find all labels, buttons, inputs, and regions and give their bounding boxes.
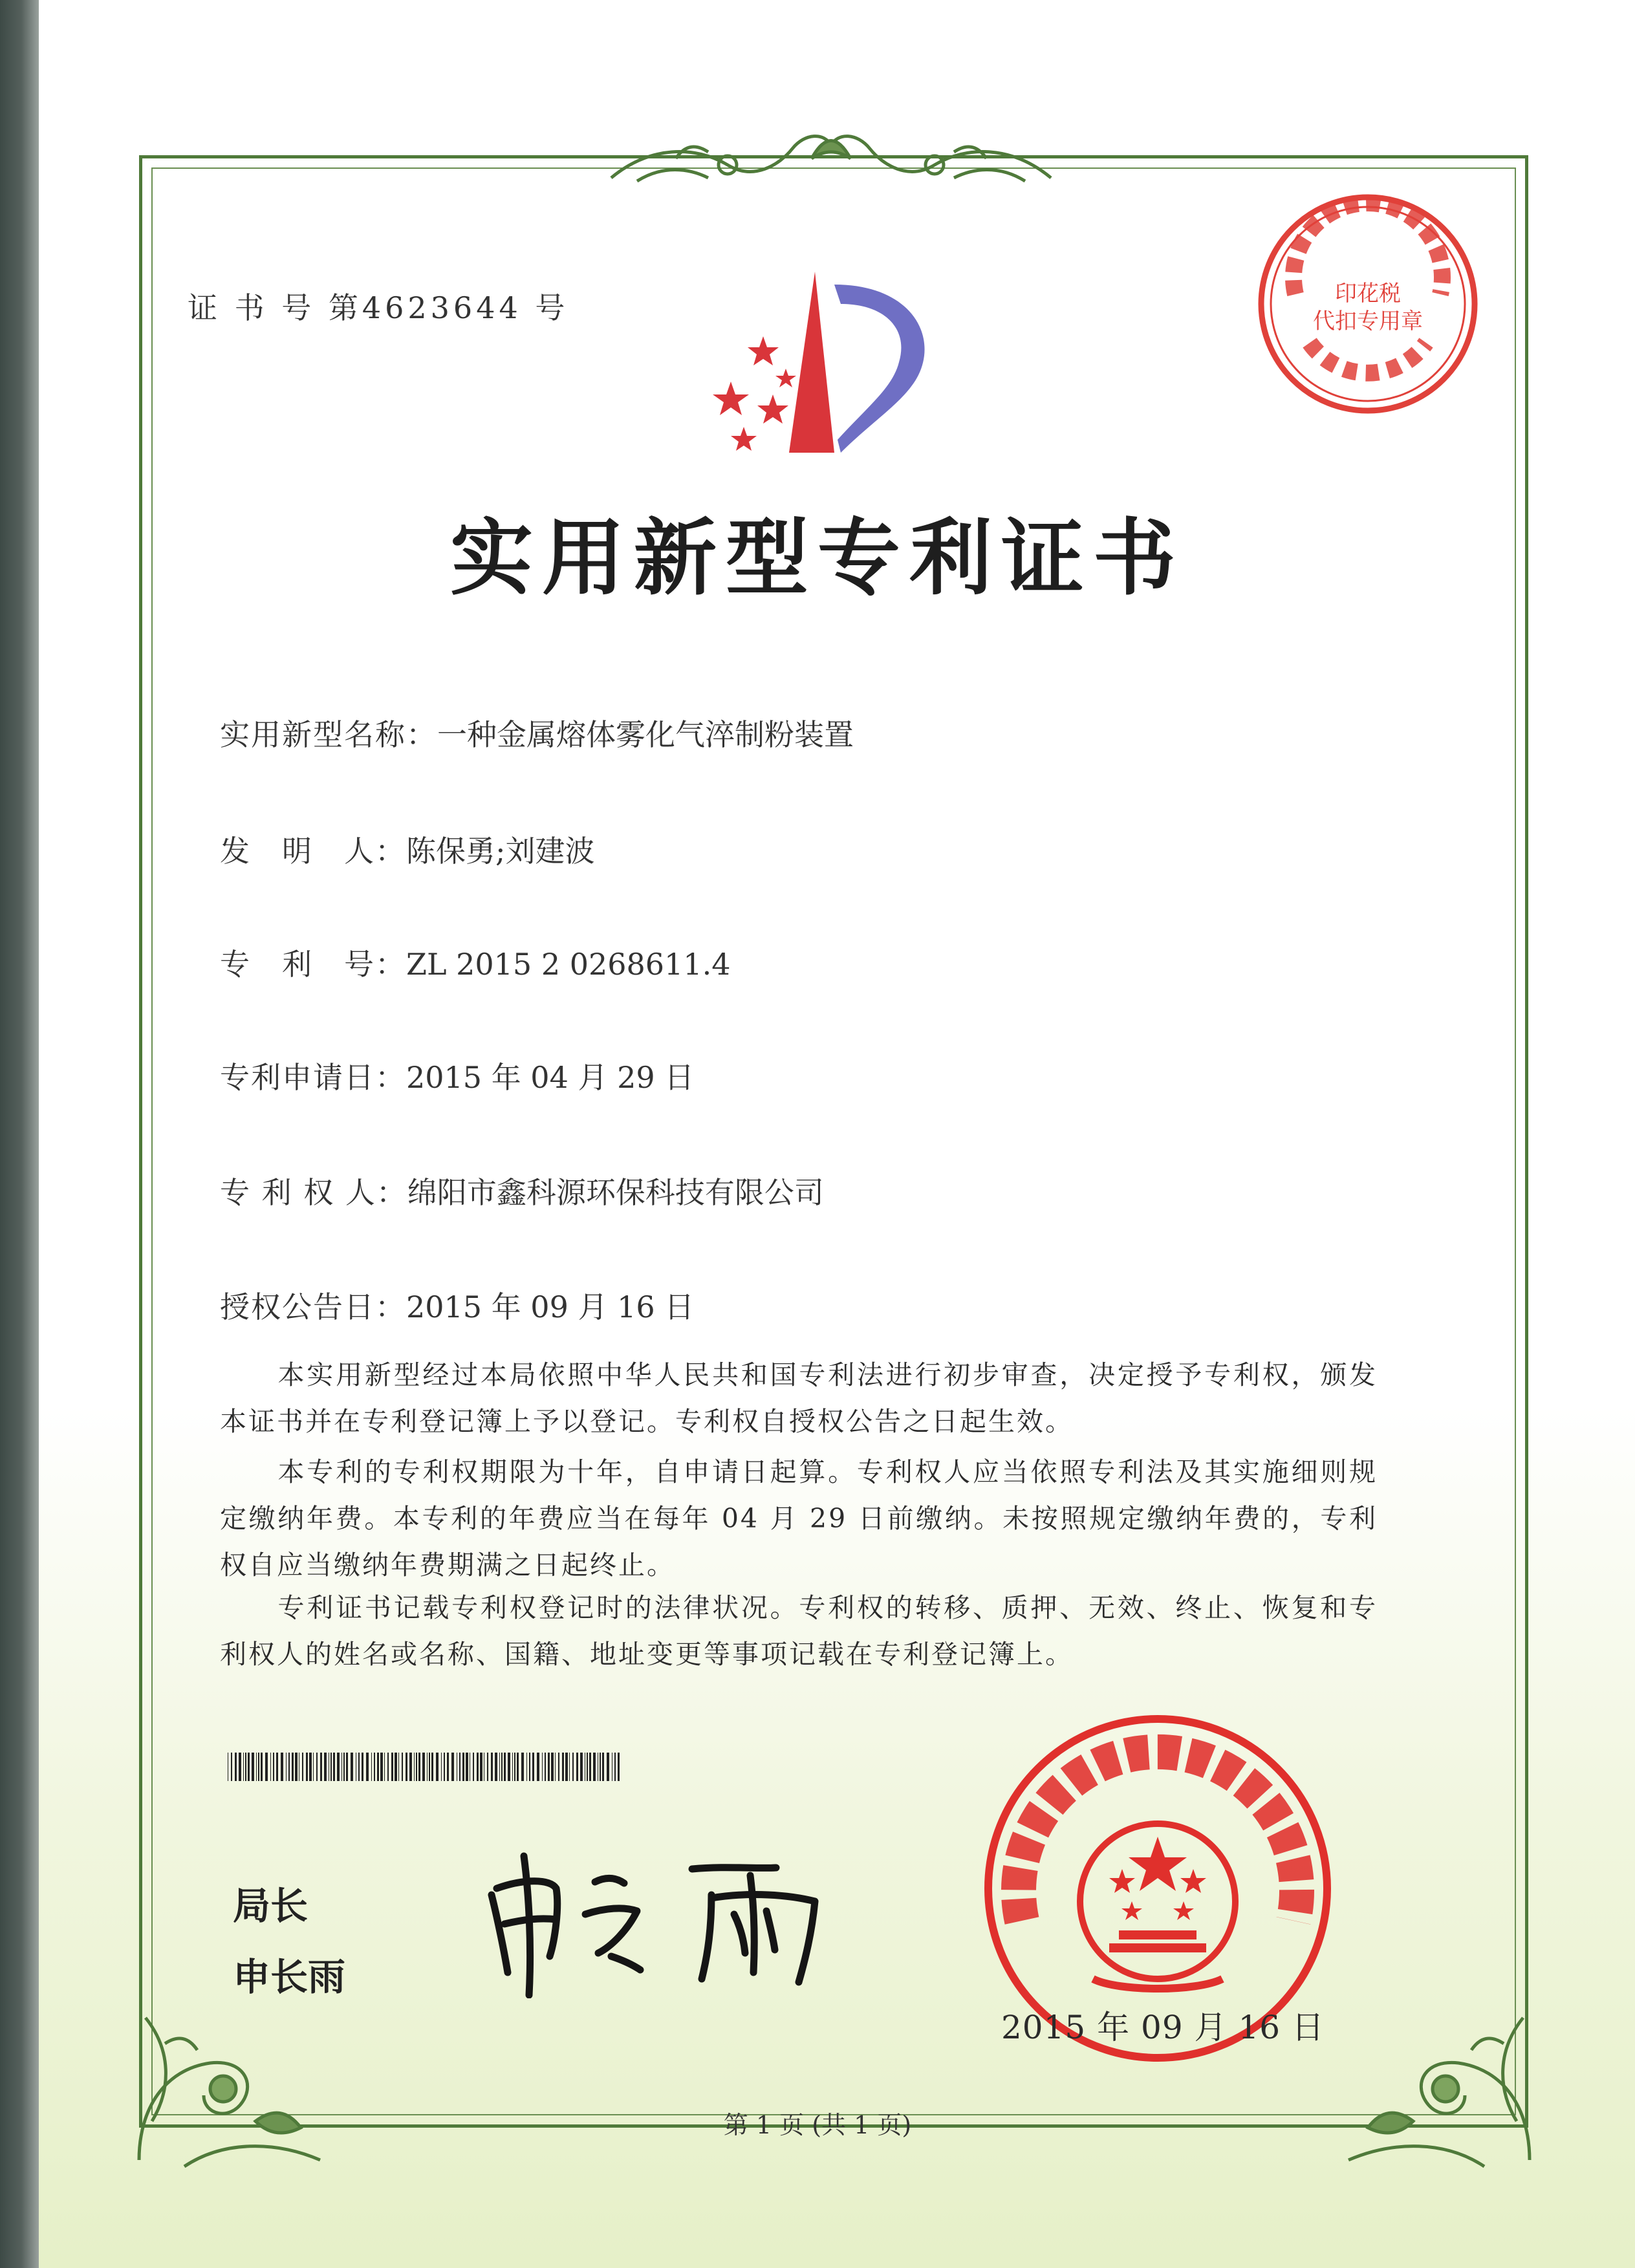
page-number: 第 1 页 (共 1 页) (723, 2111, 912, 2139)
stamp-text-line1: 印花税 (1335, 281, 1401, 307)
field-name-label: 实用新型名称： (220, 717, 437, 752)
director-name: 申长雨 (233, 1955, 346, 1999)
signature (479, 1843, 841, 1998)
field-filing-date-label: 专利申请日： (220, 1060, 406, 1095)
cnipa-logo-icon (705, 259, 964, 466)
stamp-text-line2: 代扣专用章 (1313, 308, 1423, 334)
paragraph-1: 本实用新型经过本局依照中华人民共和国专利法进行初步审查，决定授予专利权，颁发本证书并在专利登记簿上予以登记。专利权自授权公告之日起生效。 (220, 1359, 1378, 1437)
field-name (220, 711, 854, 754)
paragraph-3: 专利证书记载专利权登记时的法律状况。专利权的转移、质押、无效、终止、恢复和专利权人的姓名或名称、国籍、地址变更等事项记载在专利登记簿上。 (220, 1592, 1378, 1670)
field-grant-date-label: 授权公告日： (220, 1290, 406, 1324)
top-ornament-icon (598, 120, 1064, 197)
field-filing-date-value: 2015 年 04 月 29 日 (406, 1060, 695, 1095)
field-inventor-label: 发 明 人： (220, 834, 406, 869)
tax-stamp (1251, 188, 1484, 420)
field-grant-date-value: 2015 年 09 月 16 日 (406, 1290, 695, 1324)
field-patent-no-label: 专 利 号： (220, 947, 406, 982)
director-title: 局长 (233, 1884, 309, 1928)
field-patent-no (220, 941, 730, 984)
bottom-right-ornament-icon (1336, 1992, 1543, 2173)
star-icon (1109, 1837, 1206, 1920)
seal-date: 2015 年 09 月 16 日 (1001, 2009, 1325, 2046)
barcode (228, 1753, 622, 1781)
field-patentee (220, 1169, 824, 1212)
scan-edge (0, 0, 39, 2268)
field-inventor (220, 828, 595, 870)
paragraph-2: 本专利的专利权期限为十年，自申请日起算。专利权人应当依照专利法及其实施细则规定缴纳年费。本专利的年费应当在每年 04 月 29 日前缴纳。未按照规定缴纳年费的，专利权自应当缴纳年费期满之日起终止。 (220, 1456, 1378, 1581)
field-grant-date (220, 1284, 694, 1326)
field-name-value: 一种金属熔体雾化气淬制粉装置 (437, 717, 854, 752)
field-patentee-value: 绵阳市鑫科源环保科技有限公司 (407, 1175, 824, 1210)
field-patent-no-value: ZL 2015 2 0268611.4 (406, 947, 731, 982)
certificate-number: 证 书 号 第4623644 号 (188, 290, 569, 325)
page-title: 实用新型专利证书 (449, 510, 1185, 607)
field-filing-date (220, 1054, 694, 1097)
field-patentee-label: 专 利 权 人： (220, 1175, 407, 1210)
field-inventor-value: 陈保勇;刘建波 (406, 834, 595, 869)
bottom-left-ornament-icon (126, 1992, 333, 2173)
